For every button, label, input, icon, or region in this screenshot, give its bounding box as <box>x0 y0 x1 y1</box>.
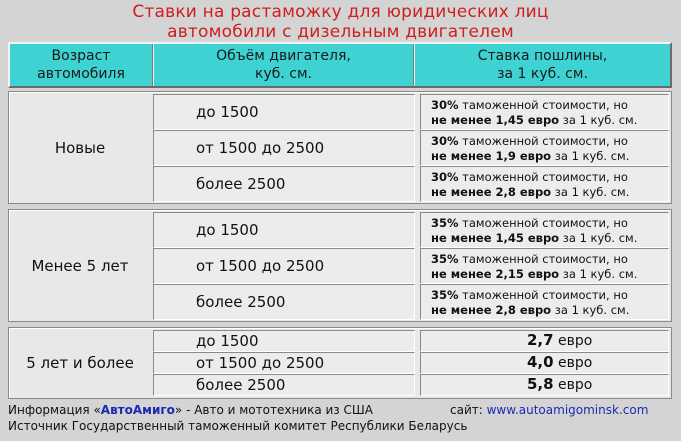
rate-unit: за 1 куб. см. <box>551 303 630 317</box>
page-title <box>0 2 681 42</box>
volume-label: более 2500 <box>196 293 286 311</box>
volume-cell <box>153 248 415 284</box>
rate-percent: 35% <box>431 252 459 266</box>
rate-unit: евро <box>553 333 593 349</box>
header-volume <box>154 44 413 86</box>
rate-cell <box>420 166 669 202</box>
volume-label: до 1500 <box>196 221 259 239</box>
rate-cell <box>420 248 669 284</box>
rate-percent: 35% <box>431 288 459 302</box>
title-line-1: Ставки на растаможку для юридических лиц <box>132 2 549 22</box>
footer-source: Источник Государственный таможенный комитет Республики Беларусь <box>8 419 468 433</box>
rate-minimum: не менее 2,8 евро <box>431 303 552 317</box>
rate-unit: евро <box>553 377 593 393</box>
rate-value: 2,7 <box>527 331 554 349</box>
title-line-2: автомобили с дизельным двигателем <box>167 22 514 42</box>
rate-unit: за 1 куб. см. <box>559 113 638 127</box>
volume-label: до 1500 <box>196 103 259 121</box>
rate-text: таможенной стоимости, но <box>458 170 628 184</box>
rate-value: 5,8 <box>527 375 554 393</box>
rate-minimum: не менее 1,45 евро <box>431 113 560 127</box>
header-age <box>10 44 152 86</box>
rate-minimum: не менее 2,15 евро <box>431 267 560 281</box>
volume-cell <box>153 330 415 352</box>
rate-text: таможенной стоимости, но <box>458 288 628 302</box>
volume-cell <box>153 130 415 166</box>
rate-cell <box>420 374 669 396</box>
volume-label: более 2500 <box>196 175 286 193</box>
rate-value: 4,0 <box>527 353 554 371</box>
group-under-5-years <box>8 209 672 322</box>
rate-text: таможенной стоимости, но <box>458 216 628 230</box>
rate-unit: за 1 куб. см. <box>559 267 638 281</box>
volume-cell <box>153 94 415 130</box>
rate-cell <box>420 330 669 352</box>
header-age-line-1: Возраст <box>51 48 111 64</box>
volume-cell <box>153 374 415 396</box>
volume-cell <box>153 284 415 320</box>
header-rate <box>415 44 670 86</box>
rate-minimum: не менее 1,9 евро <box>431 149 552 163</box>
volume-cell <box>153 166 415 202</box>
volume-cell <box>153 212 415 248</box>
header-volume-line-2: куб. см. <box>255 66 312 82</box>
rate-cell <box>420 94 669 130</box>
group-5-years-plus <box>8 327 672 399</box>
rate-cell <box>420 352 669 374</box>
site-link[interactable]: www.autoamigominsk.com <box>486 403 649 417</box>
volume-label: более 2500 <box>196 376 286 394</box>
header-rate-line-1: Ставка пошлины, <box>477 48 608 64</box>
rate-percent: 30% <box>431 98 459 112</box>
rate-unit: евро <box>553 355 593 371</box>
volume-label: от 1500 до 2500 <box>196 257 325 275</box>
header-volume-line-1: Объём двигателя, <box>216 48 351 64</box>
rate-unit: за 1 куб. см. <box>559 231 638 245</box>
footer-info <box>8 403 672 417</box>
table-header <box>8 42 672 88</box>
rate-cell <box>420 284 669 320</box>
rate-text: таможенной стоимости, но <box>458 98 628 112</box>
volume-cell <box>153 352 415 374</box>
rate-text: таможенной стоимости, но <box>458 252 628 266</box>
brand-name: АвтоАмиго <box>100 403 175 417</box>
rate-unit: за 1 куб. см. <box>551 149 630 163</box>
volume-label: до 1500 <box>196 332 259 350</box>
footer-info-prefix: Информация « <box>8 403 101 417</box>
footer-site <box>450 403 648 417</box>
rate-minimum: не менее 2,8 евро <box>431 185 552 199</box>
age-label: Менее 5 лет <box>31 256 129 275</box>
header-age-line-2: автомобиля <box>37 66 125 82</box>
age-label: 5 лет и более <box>26 354 134 372</box>
rate-text: таможенной стоимости, но <box>458 134 628 148</box>
rate-percent: 35% <box>431 216 459 230</box>
rate-cell <box>420 130 669 166</box>
age-label: Новые <box>54 138 106 157</box>
rate-minimum: не менее 1,45 евро <box>431 231 560 245</box>
volume-label: от 1500 до 2500 <box>196 354 325 372</box>
group-new <box>8 91 672 204</box>
rate-percent: 30% <box>431 134 459 148</box>
footer-info-suffix: » - Авто и мототехника из США <box>174 403 373 417</box>
volume-label: от 1500 до 2500 <box>196 139 325 157</box>
rate-percent: 30% <box>431 170 459 184</box>
rate-cell <box>420 212 669 248</box>
rate-unit: за 1 куб. см. <box>551 185 630 199</box>
site-label: сайт: <box>450 403 487 417</box>
header-rate-line-2: за 1 куб. см. <box>497 66 588 82</box>
